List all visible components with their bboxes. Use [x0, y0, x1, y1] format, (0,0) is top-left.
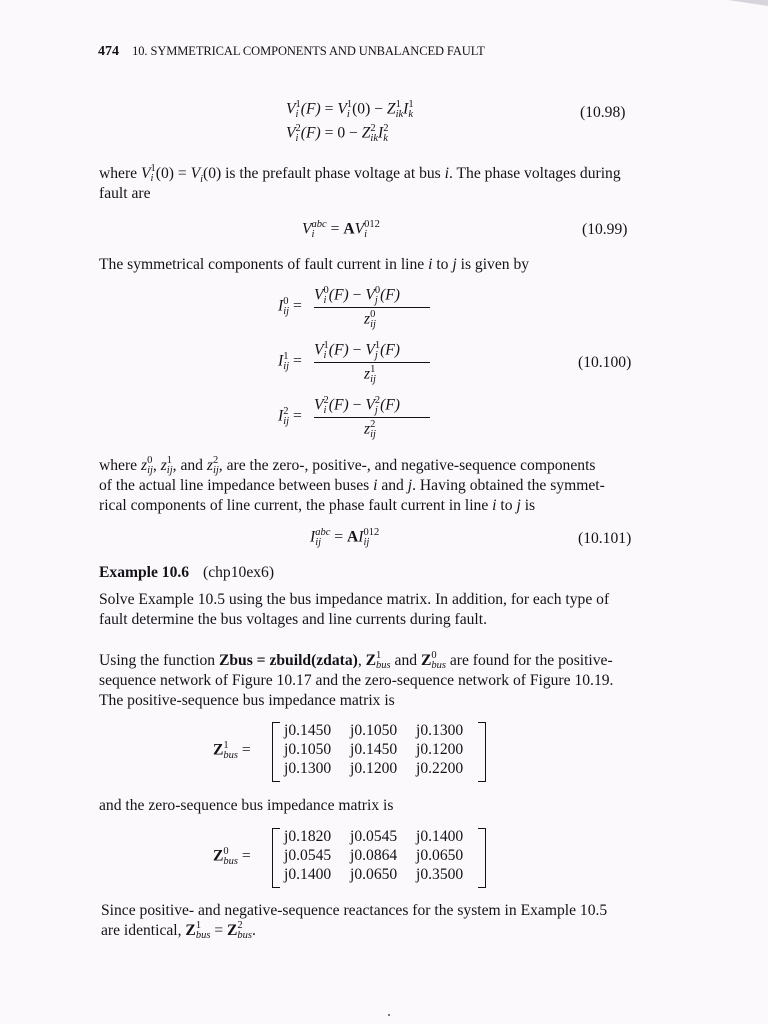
matrix-row: j0.1450 j0.1050 j0.1300: [284, 722, 464, 739]
fraction-row-2-numerator: V 2 i (F) − V 2 j (F): [314, 395, 401, 416]
equation-10-99: V abc i = AV 012 i: [302, 219, 380, 240]
example-file: (chp10ex6): [203, 564, 275, 581]
zbuild-function: Zbus = zbuild(zdata): [218, 652, 358, 669]
fraction-row-2: [314, 396, 430, 448]
matrix-row: j0.1820 j0.0545 j0.1400: [284, 828, 464, 845]
fraction-row-0-denominator: z 0 ij: [364, 309, 376, 330]
equation-10-98-line-1: V 1 i (F) = V 1 i (0) − Z 1 ik I 1 k: [286, 99, 414, 120]
fraction-row-0-lhs: I 0 ij =: [278, 296, 302, 317]
equation-number-10-100: (10.100): [578, 354, 632, 371]
fraction-row-0-numerator: V 0 i (F) − V 0 j (F): [314, 285, 401, 306]
fraction-row-0: [314, 286, 430, 338]
equation-10-98-line-2: V 2 i (F) = 0 − Z 2 ik I 2 k: [286, 123, 389, 144]
fraction-row-2-denominator: z 2 ij: [364, 419, 376, 440]
paragraph-zero-sequence: and the zero-sequence bus impedance matrix is: [99, 797, 394, 814]
example-title: Example 10.6: [99, 564, 190, 581]
paragraph-prefault-voltage: where V 1 i $(0) = V_i(0)$ is the prefault phase voltage at bus i. The phase voltages during fault are: [99, 163, 621, 203]
matrix-zero-label: Z 0 bus =: [213, 846, 251, 867]
fraction-row-1-denominator: z 1 ij: [364, 364, 376, 385]
equation-number-10-98: (10.98): [580, 104, 626, 121]
matrix-pos-label: Z 1 bus =: [213, 740, 251, 761]
example-statement: Solve Example 10.5 using the bus impedance matrix. In addition, for each type of fault determine the bus voltages and line currents during fault.: [99, 591, 610, 628]
paragraph-zbuild: Using the function Zbus = zbuild(zdata), Z 1 bus and Z 0 bus are found for the positive- sequence network of Figure 10.17 and the zero-sequence network of Figure 10.19. The positive-sequence bus impedance matrix is: [99, 650, 614, 710]
page-number: 474: [98, 44, 119, 59]
page-corner-shadow: [728, 0, 768, 6]
matrix-row: j0.1050 j0.1450 j0.1200: [284, 741, 464, 758]
paragraph-identical-reactances: Since positive- and negative-sequence reactances for the system in Example 10.5 are identical, Z 1 bus = Z 2 bus .: [101, 902, 608, 942]
fraction-row-1: [314, 341, 430, 393]
zero-sequence-matrix: [272, 828, 486, 886]
paragraph-symmetrical-components: The symmetrical components of fault current in line i to j is given by: [99, 256, 530, 273]
matrix-row: j0.0545 j0.0864 j0.0650: [284, 847, 464, 864]
chapter-title: 10. SYMMETRICAL COMPONENTS AND UNBALANCED FAULT: [132, 44, 485, 58]
page-speck: [388, 1014, 390, 1016]
fraction-row-1-numerator: V 1 i (F) − V 1 j (F): [314, 340, 401, 361]
equation-number-10-101: (10.101): [578, 530, 632, 547]
example-heading: [99, 563, 639, 583]
matrix-row: j0.1300 j0.1200 j0.2200: [284, 760, 464, 777]
paragraph-line-impedance: where z 0 ij , z 1 ij , and z 2 ij , are the zero-, positive-, and negative-sequence components of the actual line impedance between buses i and j. Having obtained the symmet- rical components of line current, the phase fault current in line i to j is: [99, 455, 605, 515]
fraction-row-1-lhs: I 1 ij =: [278, 351, 302, 372]
equation-number-10-99: (10.99): [582, 221, 628, 238]
positive-sequence-matrix: [272, 722, 486, 780]
fraction-row-2-lhs: I 2 ij =: [278, 406, 302, 427]
running-header: [98, 44, 485, 60]
equation-10-101: I abc ij = AI 012 ij: [310, 527, 380, 548]
matrix-row: j0.1400 j0.0650 j0.3500: [284, 866, 464, 883]
